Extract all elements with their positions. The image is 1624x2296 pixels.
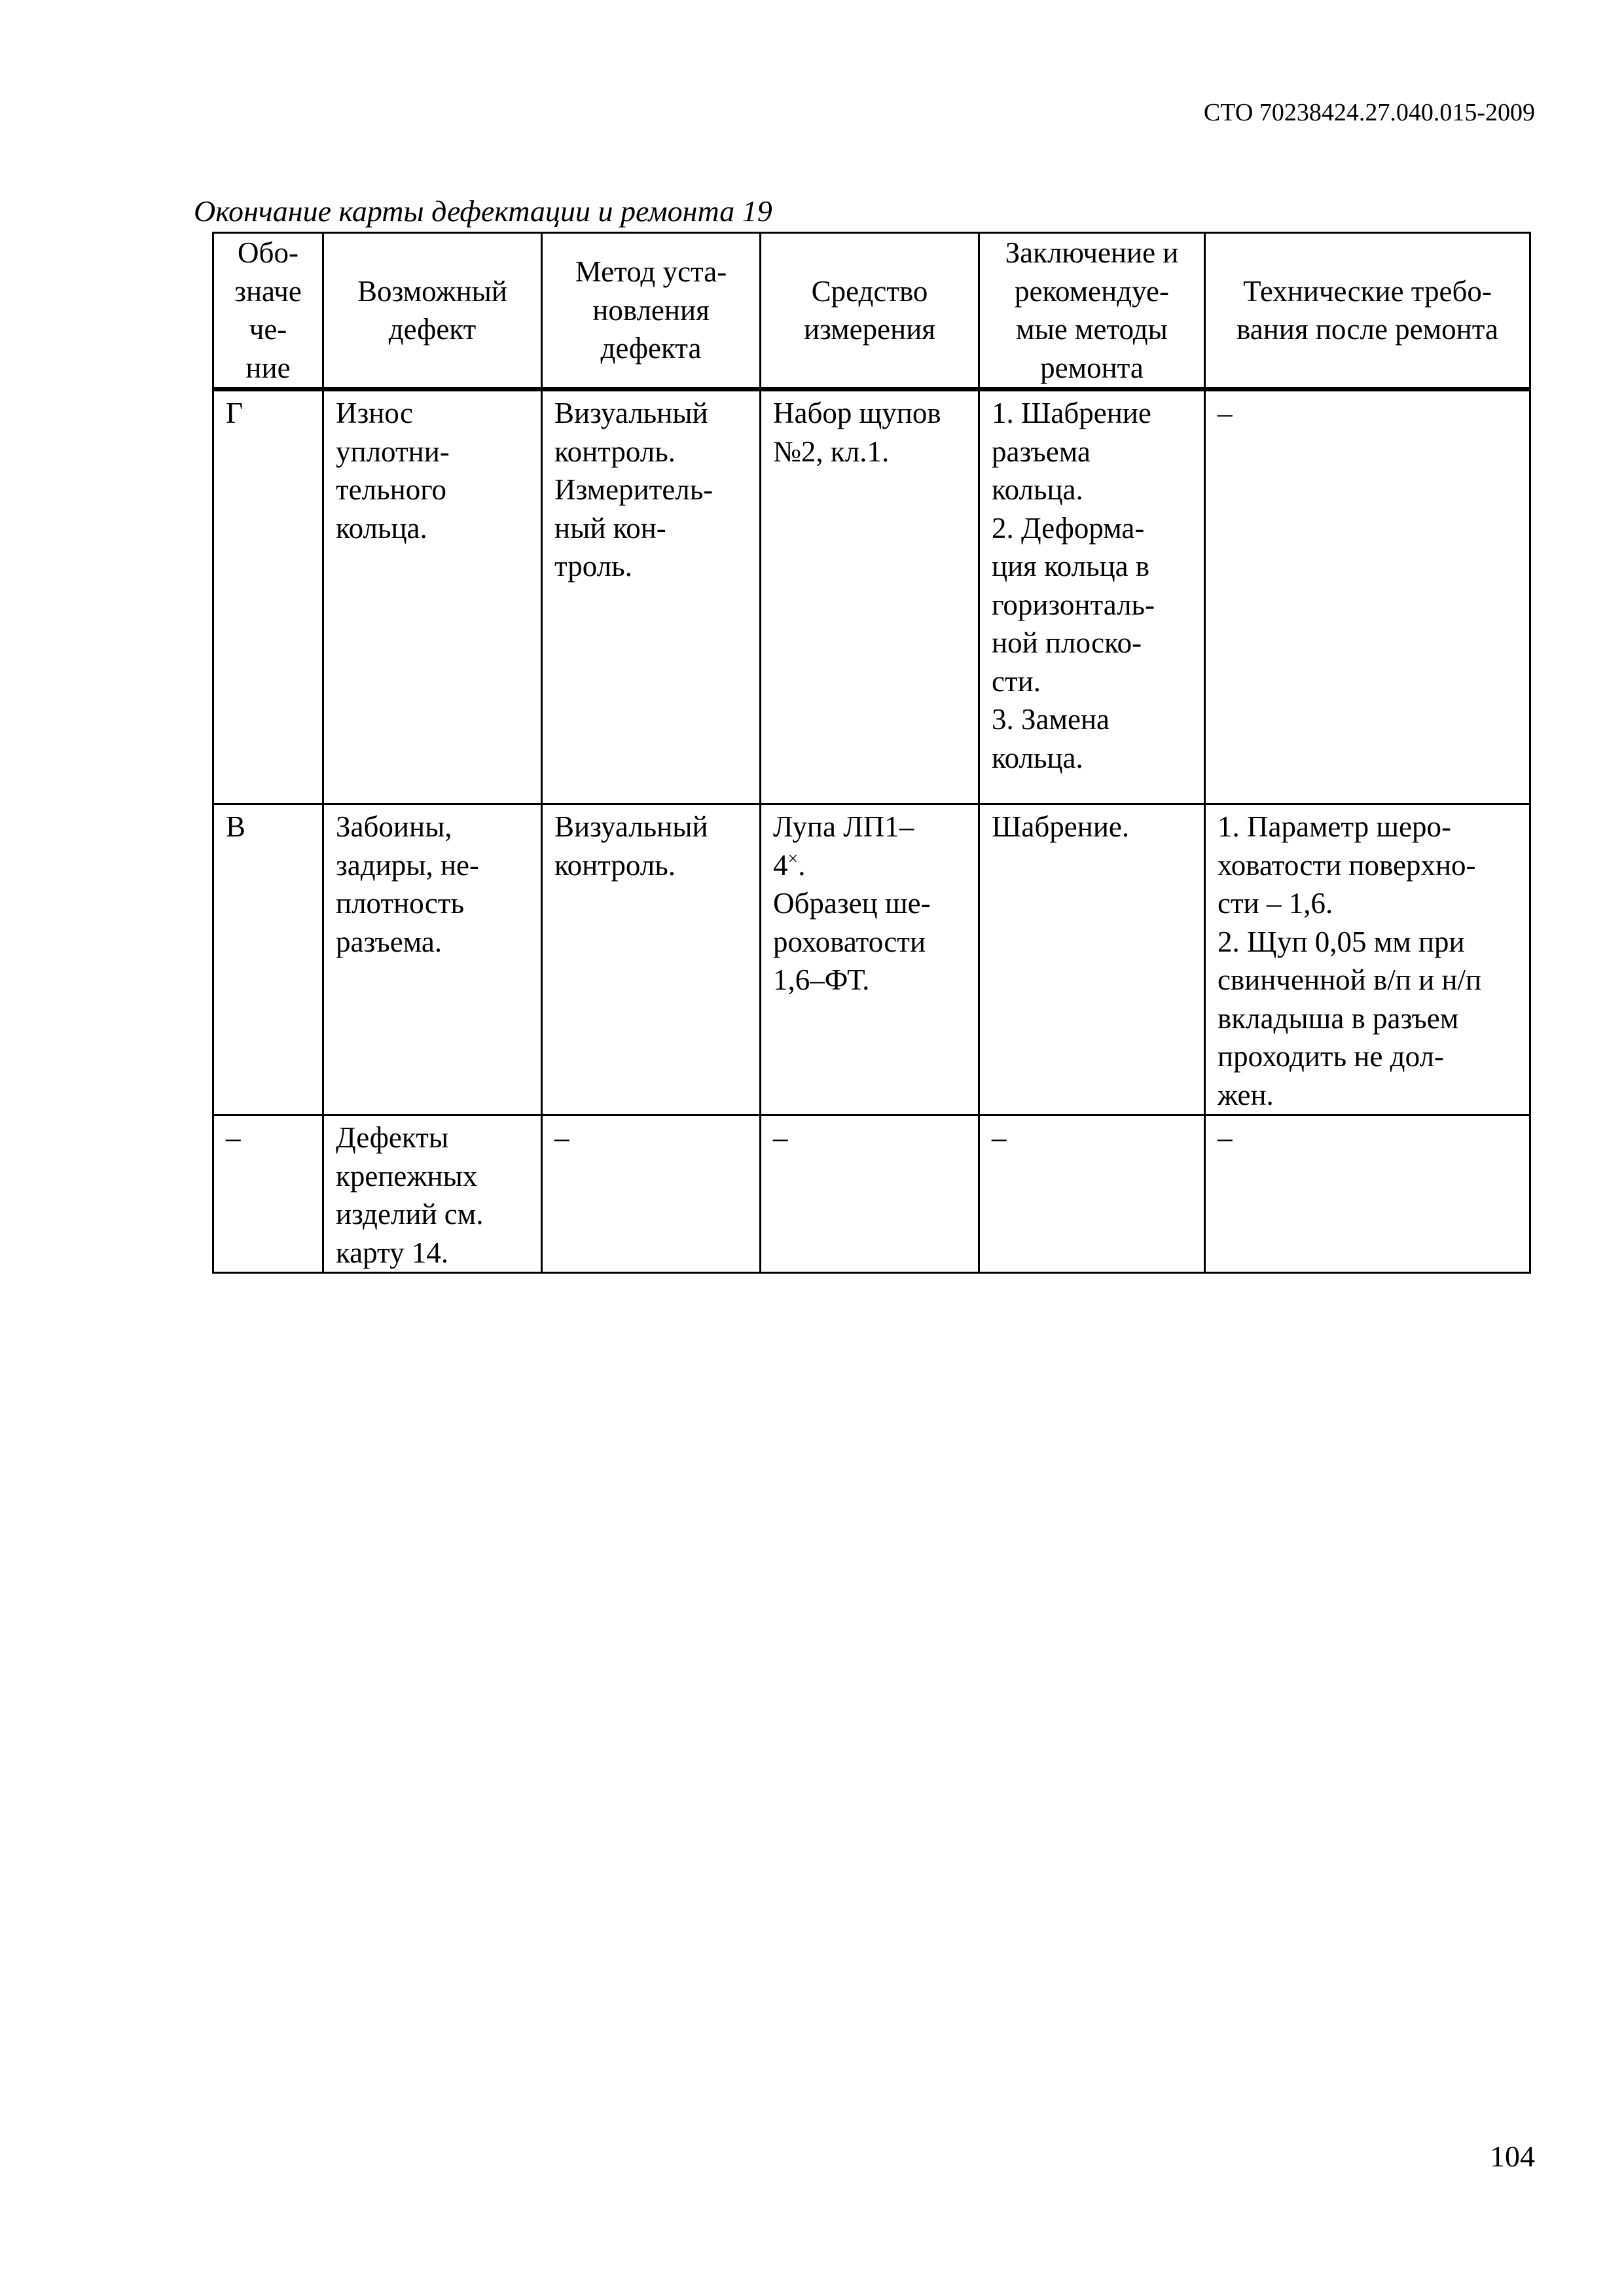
cell-tool: Набор щупов №2, кл.1. <box>761 389 979 804</box>
header-conclusion-repair-methods: Заключение и рекомендуе- мые методы ремонта <box>979 233 1205 389</box>
cell-defect: Износ уплотни- тельного кольца. <box>323 389 542 804</box>
tool-magnification-value: 4 <box>773 848 788 882</box>
defect-repair-card-table <box>212 232 1531 1274</box>
header-designation: Обо- значе че- ние <box>213 233 323 389</box>
cell-method: Визуальный контроль. Измеритель- ный кон- троль. <box>542 389 761 804</box>
document-code: СТО 70238424.27.040.015-2009 <box>1203 99 1535 126</box>
table-header-row <box>213 233 1530 389</box>
header-technical-requirements: Технические требо- вания после ремонта <box>1205 233 1530 389</box>
table-row <box>213 1115 1530 1273</box>
tool-magnification-suffix: . <box>798 848 806 882</box>
table-row <box>213 804 1530 1115</box>
cell-defect: Забоины, задиры, не- плотность разъема. <box>323 804 542 1115</box>
cell-conclusion: – <box>979 1115 1205 1273</box>
cell-defect: Дефекты крепежных изделий см. карту 14. <box>323 1115 542 1273</box>
cell-designation: – <box>213 1115 323 1273</box>
cell-designation: Г <box>213 389 323 804</box>
page-number: 104 <box>1490 2140 1535 2173</box>
cell-requirements: – <box>1205 1115 1530 1273</box>
cell-method: – <box>542 1115 761 1273</box>
header-measuring-tool: Средство измерения <box>761 233 979 389</box>
header-detection-method: Метод уста- новления дефекта <box>542 233 761 389</box>
cell-conclusion: Шабрение. <box>979 804 1205 1115</box>
tool-line-magnifier: Лупа ЛП1– <box>773 810 914 843</box>
cell-requirements: 1. Параметр шеро- ховатости поверхно- сти – 1,6. 2. Щуп 0,05 мм при свинченной в/п и н/п вкладыша в разъем проходить не дол- жен. <box>1205 804 1530 1115</box>
header-possible-defect: Возможный дефект <box>323 233 542 389</box>
cell-designation: В <box>213 804 323 1115</box>
cell-tool <box>761 804 979 1115</box>
tool-roughness-sample: Образец ше- роховатости 1,6–ФТ. <box>773 887 931 996</box>
cell-method: Визуальный контроль. <box>542 804 761 1115</box>
cell-conclusion: 1. Шабрение разъема кольца. 2. Деформа- ция кольца в горизонталь- ной плоско- сти. 3. Замена кольца. <box>979 389 1205 804</box>
tool-magnification-sign: × <box>787 848 799 869</box>
table-row <box>213 389 1530 804</box>
cell-requirements: – <box>1205 389 1530 804</box>
cell-tool: – <box>761 1115 979 1273</box>
table-caption: Окончание карты дефектации и ремонта 19 <box>194 194 772 228</box>
